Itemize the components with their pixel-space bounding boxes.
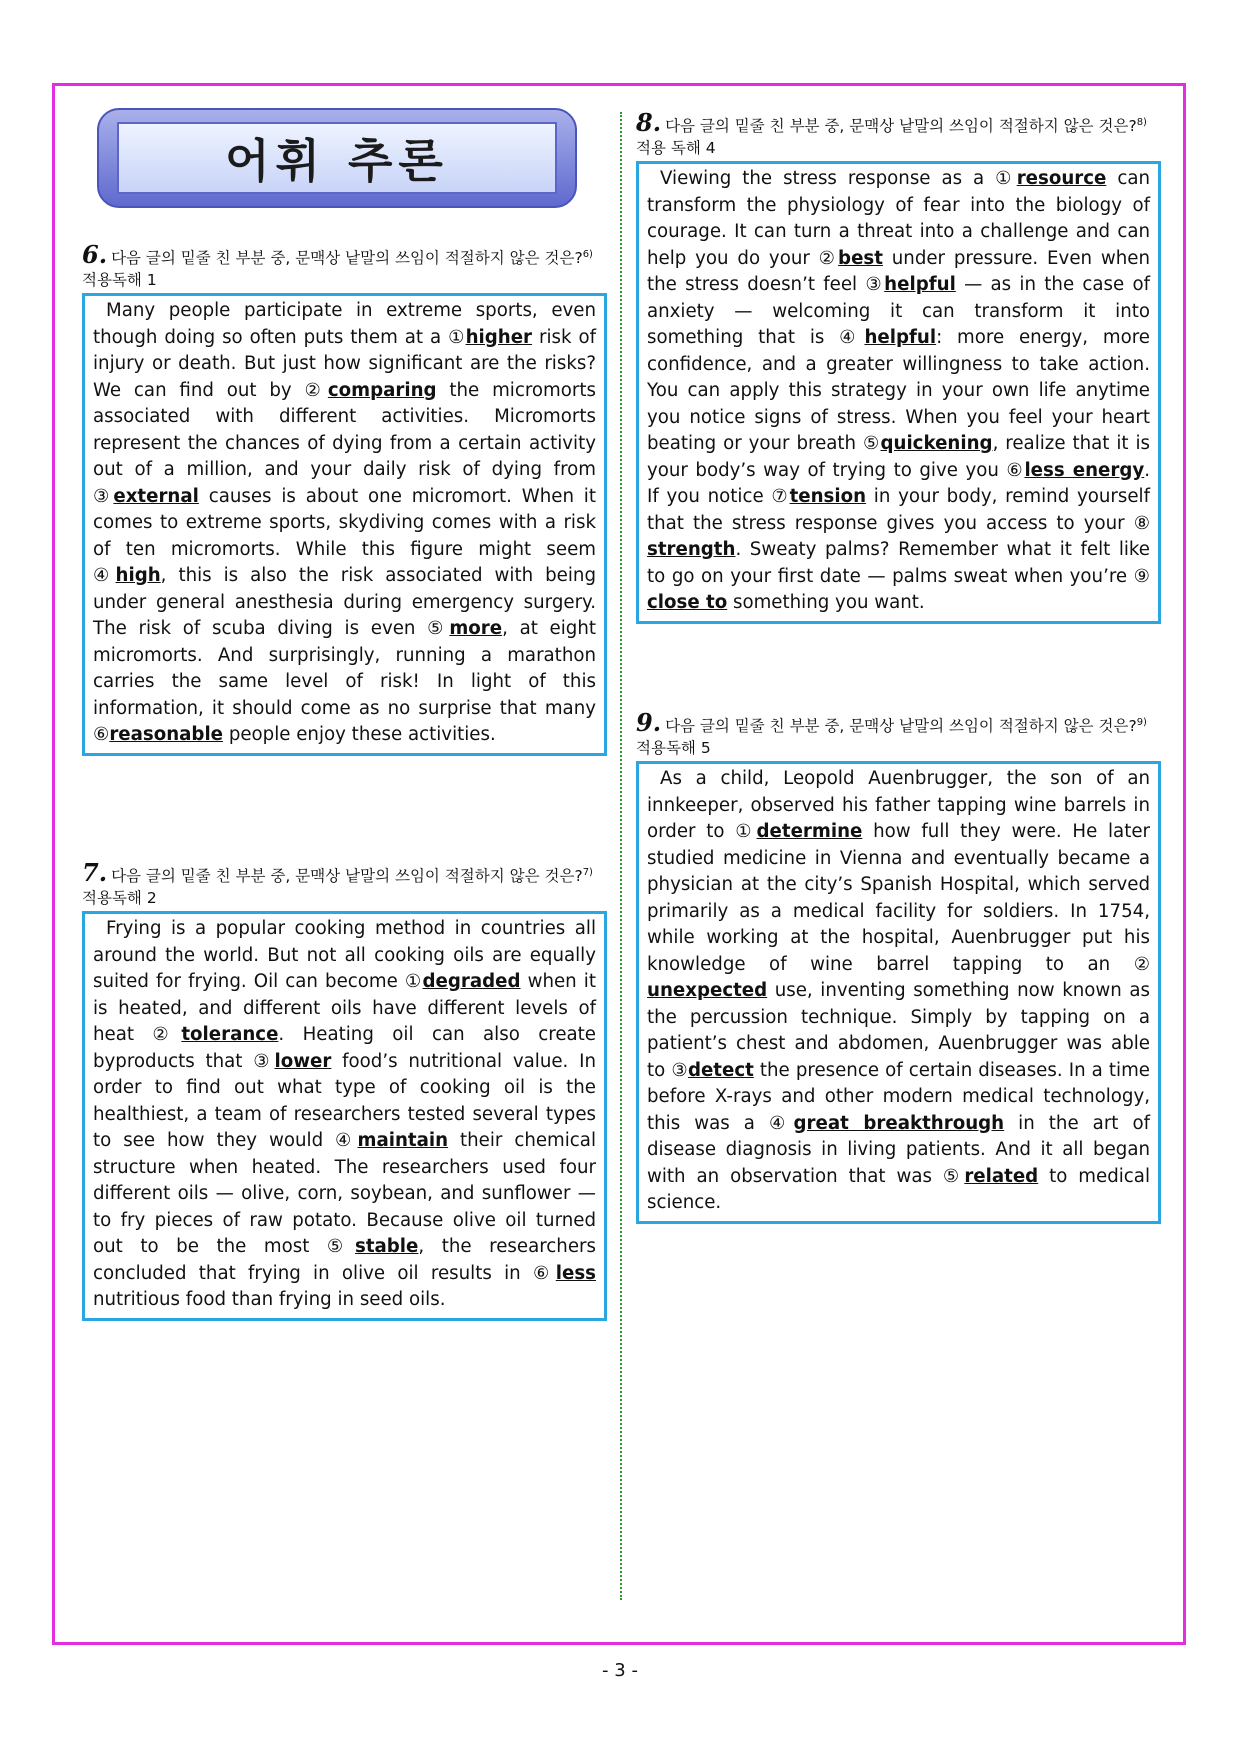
section-title-inner	[117, 122, 557, 194]
passage-box	[636, 161, 1161, 624]
question-source: 적용독해 1	[82, 271, 157, 290]
question-source: 적용 독해 4	[636, 139, 716, 158]
underlined-word: maintain	[357, 1130, 449, 1152]
passage-segment: causes is about one micromort. When it comes to extreme sports, skydiving comes with a risk of ten micromorts. While this figure might seem ④	[93, 485, 596, 587]
passage-text	[647, 766, 1150, 1217]
question-prompt: 다음 글의 밑줄 친 부분 중, 문맥상 낱말의 쓰임이 적절하지 않은 것은?	[111, 867, 583, 886]
passage-segment: to medical science.	[647, 1165, 1150, 1214]
passage-segment: , at eight micromorts. And surprisingly, running a marathon carries the same level of risk! In light of this information, it should come as no surprise that many ⑥	[93, 618, 596, 746]
question-6	[82, 240, 607, 756]
underlined-word: close to	[647, 592, 728, 614]
footnote-marker: 8)	[1136, 117, 1147, 128]
passage-segment: use, inventing something now known as the percussion technique. Simply by tapping on a patient’s chest and abdomen, Auenbrugger was able to ③	[647, 980, 1150, 1081]
underlined-word: best	[838, 247, 883, 269]
passage-segment: the micromorts associated with different activities. Micromorts represent the chances of dying from a certain activity out of a million, and your daily risk of dying from ③	[93, 379, 596, 507]
passage-segment: something you want.	[727, 592, 925, 614]
passage-segment: , this is also the risk associated with being under general anesthesia during emergency surgery. The risk of scuba diving is even ⑤	[93, 565, 596, 640]
passage-segment: Frying is a popular cooking method in countries all around the world. But not all cooking oils are equally suited for frying. Oil can become ①	[93, 918, 596, 993]
underlined-word: great breakthrough	[793, 1112, 1005, 1134]
question-9	[636, 708, 1161, 1224]
section-title-banner	[97, 108, 577, 208]
underlined-word: higher	[465, 326, 533, 348]
question-header	[82, 858, 607, 909]
underlined-word: less	[555, 1262, 596, 1284]
underlined-word: degraded	[422, 971, 521, 993]
underlined-word: determine	[756, 821, 863, 843]
passage-text	[93, 916, 596, 1314]
passage-box	[636, 761, 1161, 1224]
footnote-marker: 7)	[582, 867, 593, 878]
underlined-word: high	[115, 565, 161, 587]
underlined-word: unexpected	[647, 980, 768, 1002]
column-divider	[620, 112, 622, 1600]
underlined-word: lower	[274, 1050, 332, 1072]
passage-text	[647, 166, 1150, 617]
underlined-word: quickening	[880, 433, 993, 455]
question-7	[82, 858, 607, 1321]
passage-segment: can transform the physiology of fear into the biology of courage. It can turn a threat into a challenge and can help you do your ②	[647, 168, 1151, 269]
question-header	[82, 240, 607, 291]
page-number: - 3 -	[602, 1660, 638, 1681]
passage-segment: Viewing the stress response as a ①	[660, 168, 1017, 190]
passage-segment: food’s nutritional value. In order to find out what type of cooking oil is the healthiest, a team of researchers tested several types to see how they would ④	[93, 1050, 596, 1152]
passage-segment: how full they were. He later studied medicine in Vienna and eventually became a physician at the city’s Spanish Hospital, which served primarily as a medical facility for soldiers. In 1754, while working at the hospital, Auenbrugger put his knowledge of wine barrel tapping to an ②	[647, 821, 1151, 975]
passage-segment: , the researchers concluded that frying in olive oil results in ⑥	[93, 1236, 596, 1284]
passage-box	[82, 911, 607, 1321]
question-source: 적용독해 5	[636, 739, 711, 758]
underlined-word: resource	[1016, 168, 1107, 190]
passage-segment: people enjoy these activities.	[223, 724, 496, 746]
underlined-word: stable	[355, 1236, 419, 1258]
question-header	[636, 708, 1161, 759]
passage-segment: the presence of certain diseases. In a time before X-rays and other modern medical technology, this was a ④	[647, 1059, 1150, 1134]
question-prompt: 다음 글의 밑줄 친 부분 중, 문맥상 낱말의 쓰임이 적절하지 않은 것은?	[665, 717, 1137, 736]
passage-segment: risk of injury or death. But just how significant are the risks? We can find out by ②	[93, 326, 596, 401]
question-number: 6.	[82, 240, 108, 270]
passage-segment: . Heating oil can also create byproducts that ③	[93, 1024, 596, 1072]
passage-segment: : more energy, more confidence, and a greater willingness to take action. You can apply this strategy in your own life anytime you notice signs of stress. When you feel your heart beating or your breath ⑤	[647, 327, 1150, 455]
question-number: 9.	[636, 708, 662, 738]
underlined-word: related	[964, 1165, 1039, 1187]
underlined-word: helpful	[884, 274, 956, 296]
underlined-word: comparing	[327, 379, 437, 401]
passage-box	[82, 293, 607, 756]
question-prompt: 다음 글의 밑줄 친 부분 중, 문맥상 낱말의 쓰임이 적절하지 않은 것은?	[111, 249, 583, 268]
passage-segment: under pressure. Even when the stress doesn’t feel ③	[647, 247, 1150, 296]
question-number: 7.	[82, 858, 108, 888]
underlined-word: strength	[647, 539, 736, 561]
question-prompt: 다음 글의 밑줄 친 부분 중, 문맥상 낱말의 쓰임이 적절하지 않은 것은?	[665, 117, 1137, 136]
passage-segment: — as in the case of anxiety — welcoming it can transform it into something that is ④	[647, 274, 1151, 349]
passage-segment: As a child, Leopold Auenbrugger, the son of an innkeeper, observed his father tapping wine barrels in order to ①	[647, 768, 1150, 843]
underlined-word: helpful	[864, 327, 937, 349]
underlined-word: tension	[789, 486, 867, 508]
passage-segment: , realize that it is your body’s way of trying to give you ⑥	[647, 433, 1151, 481]
underlined-word: reasonable	[109, 724, 224, 746]
question-8	[636, 108, 1161, 624]
passage-segment: when it is heated, and different oils have different levels of heat ②	[93, 971, 596, 1046]
question-number: 8.	[636, 108, 662, 138]
passage-segment: in your body, remind yourself that the stress response gives you access to your ⑧	[647, 486, 1150, 534]
question-header	[636, 108, 1161, 159]
passage-segment: nutritious food than frying in seed oils.	[93, 1289, 446, 1311]
underlined-word: more	[449, 618, 503, 640]
passage-segment: their chemical structure when heated. The researchers used four different oils — olive, corn, soybean, and sunflower — to fry pieces of raw potato. Because olive oil turned out to be the most ⑤	[93, 1130, 597, 1258]
passage-text	[93, 298, 596, 749]
passage-segment: . Sweaty palms? Remember what it felt like to go on your first date — palms sweat when you’re ⑨	[647, 539, 1150, 587]
underlined-word: tolerance	[181, 1024, 279, 1046]
underlined-word: less energy	[1024, 459, 1145, 481]
footnote-marker: 9)	[1136, 717, 1147, 728]
question-source: 적용독해 2	[82, 889, 157, 908]
underlined-word: external	[113, 485, 199, 507]
passage-segment: in the art of disease diagnosis in living patients. And it all began with an observation that was ⑤	[647, 1112, 1150, 1187]
underlined-word: detect	[687, 1059, 754, 1081]
footnote-marker: 6)	[582, 249, 593, 260]
passage-segment: Many people participate in extreme sports, even though doing so often puts them at a ①	[93, 300, 596, 348]
passage-segment: . If you notice ⑦	[647, 459, 1150, 508]
section-title: 어휘 추론	[225, 134, 449, 188]
